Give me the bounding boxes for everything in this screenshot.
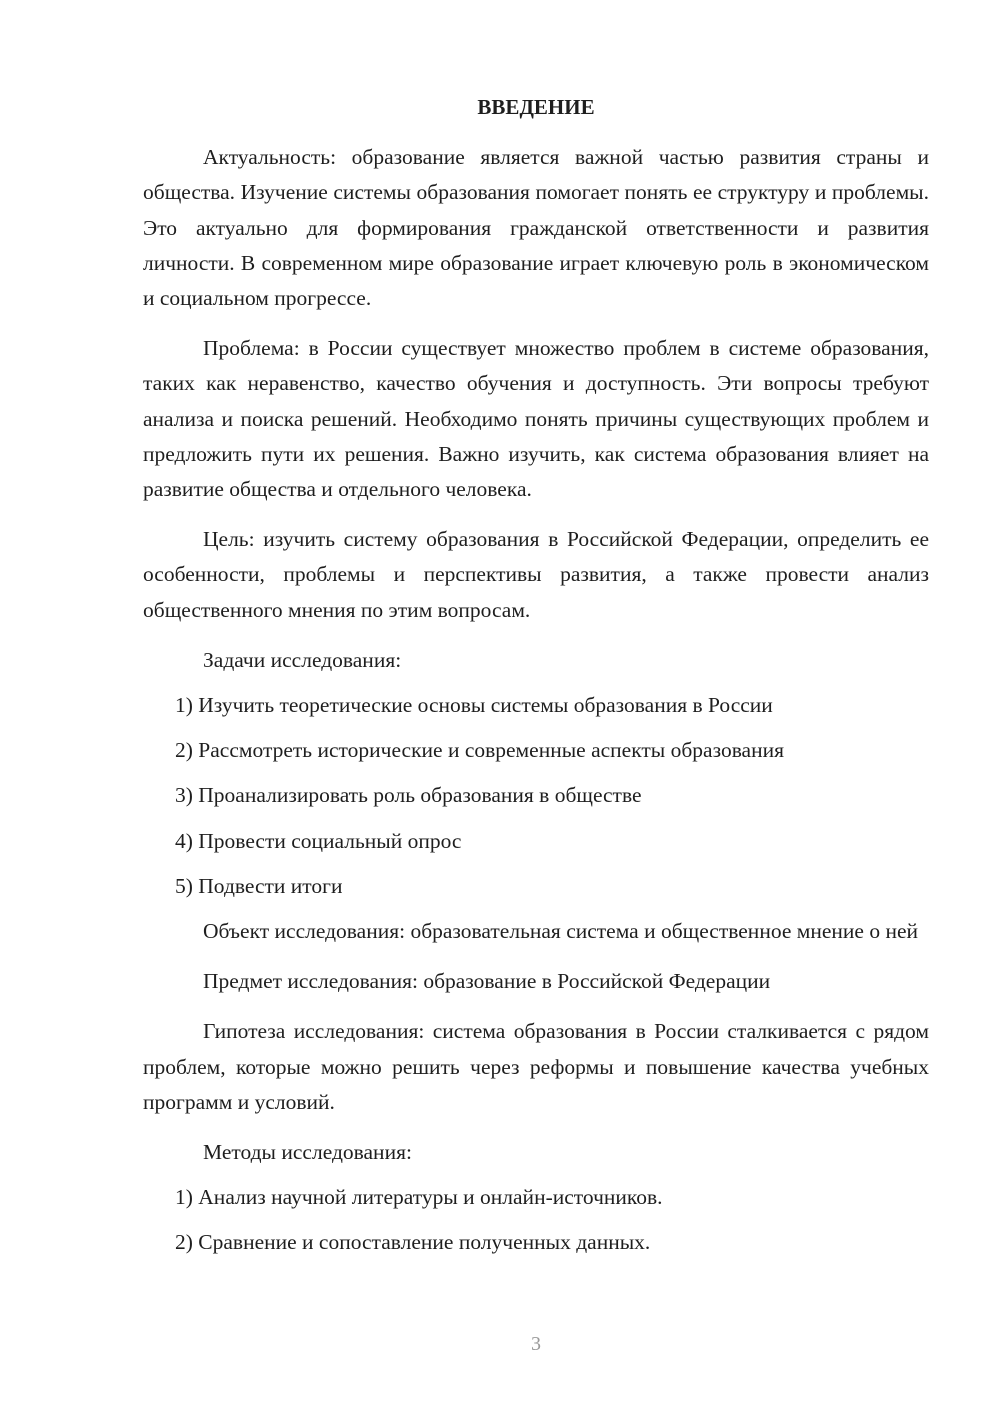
task-item: 4) Провести социальный опрос (175, 828, 462, 853)
task-item: 3) Проанализировать роль образования в обществе (175, 783, 642, 808)
document-body (143, 90, 929, 1271)
method-item: 2) Сравнение и сопоставление полученных данных. (175, 1230, 651, 1255)
methods-heading: Методы исследования: (203, 1140, 412, 1165)
task-item: 1) Изучить теоретические основы системы образования в России (175, 693, 773, 718)
paragraph-hypothesis: Гипотеза исследования: система образования в России сталкивается с рядом проблем, которые можно решить через реформы и повышение качества учебных программ и условий. (143, 1019, 929, 1114)
method-item: 1) Анализ научной литературы и онлайн-источников. (175, 1185, 663, 1210)
tasks-heading: Задачи исследования: (203, 647, 402, 672)
task-item: 2) Рассмотреть исторические и современные аспекты образования (175, 738, 785, 763)
paragraph-problem: Проблема: в России существует множество проблем в системе образования, таких как неравенство, качество обучения и доступность. Эти вопросы требуют анализа и поиска решений. Необходимо понять причины существующих проблем и предложить пути их решения. Важно изучить, как система образования влияет на развитие общества и отдельного человека. (143, 336, 929, 502)
page-number: 3 (531, 1333, 541, 1355)
paragraph-subject: Предмет исследования: образование в Российской Федерации (203, 969, 771, 994)
task-item: 5) Подвести итоги (175, 873, 343, 898)
paragraph-object: Объект исследования: образовательная система и общественное мнение о ней (203, 919, 919, 944)
paragraph-relevance: Актуальность: образование является важной частью развития страны и общества. Изучение системы образования помогает понять ее структуру и проблемы. Это актуально для формирования гражданской ответственности и развития личности. В современном мире образование играет ключевую роль в экономическом и социальном прогрессе. (143, 145, 929, 311)
paragraph-goal: Цель: изучить систему образования в Российской Федерации, определить ее особенности, проблемы и перспективы развития, а также провести анализ общественного мнения по этим вопросам. (143, 527, 929, 622)
section-title: ВВЕДЕНИЕ (477, 95, 595, 119)
